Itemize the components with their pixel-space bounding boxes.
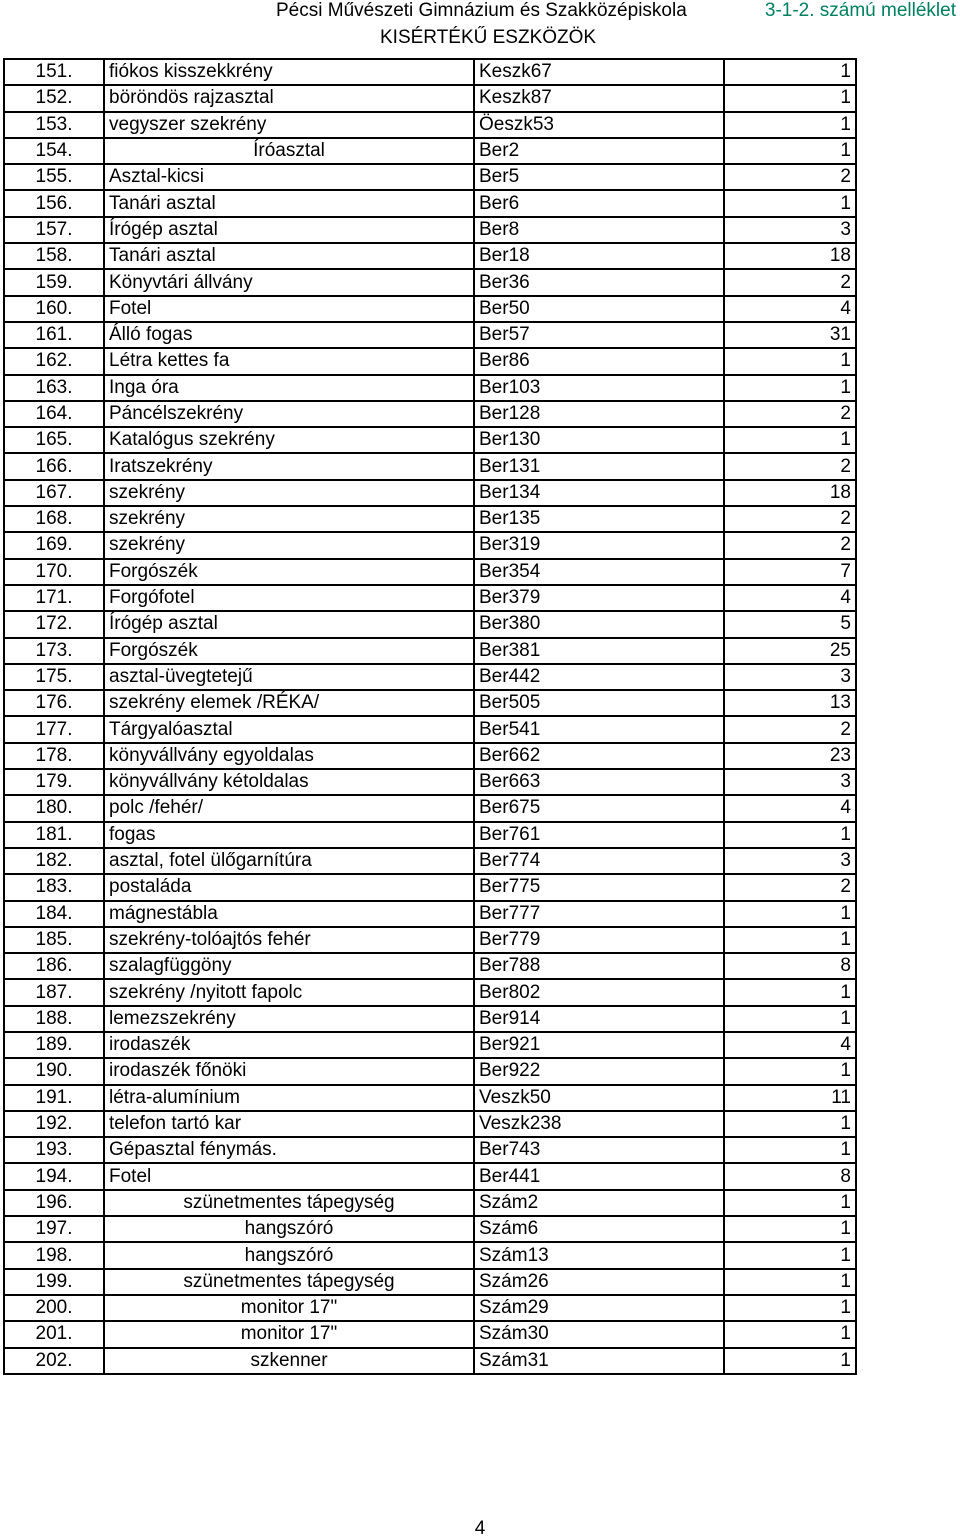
table-row bbox=[4, 848, 856, 874]
item-name: hangszóró bbox=[104, 1216, 474, 1242]
inventory-code: Ber18 bbox=[474, 243, 724, 269]
inventory-code: Szám29 bbox=[474, 1295, 724, 1321]
row-number: 178. bbox=[4, 743, 104, 769]
row-number: 156. bbox=[4, 190, 104, 216]
table-row bbox=[4, 1111, 856, 1137]
item-quantity: 8 bbox=[724, 1163, 856, 1189]
row-number: 169. bbox=[4, 532, 104, 558]
table-row bbox=[4, 59, 856, 85]
table-row bbox=[4, 427, 856, 453]
row-number: 185. bbox=[4, 927, 104, 953]
item-quantity: 1 bbox=[724, 348, 856, 374]
inventory-code: Keszk67 bbox=[474, 59, 724, 85]
table-row bbox=[4, 1058, 856, 1084]
item-name: irodaszék bbox=[104, 1032, 474, 1058]
item-quantity: 1 bbox=[724, 822, 856, 848]
item-name: szalagfüggöny bbox=[104, 953, 474, 979]
inventory-code: Szám31 bbox=[474, 1348, 724, 1374]
table-row bbox=[4, 901, 856, 927]
row-number: 181. bbox=[4, 822, 104, 848]
item-quantity: 1 bbox=[724, 1321, 856, 1347]
inventory-code: Ber922 bbox=[474, 1058, 724, 1084]
item-name: Inga óra bbox=[104, 375, 474, 401]
inventory-table-body bbox=[4, 59, 856, 1374]
row-number: 155. bbox=[4, 164, 104, 190]
item-quantity: 3 bbox=[724, 664, 856, 690]
item-name: Létra kettes fa bbox=[104, 348, 474, 374]
item-name: mágnestábla bbox=[104, 901, 474, 927]
item-quantity: 7 bbox=[724, 559, 856, 585]
row-number: 165. bbox=[4, 427, 104, 453]
table-row bbox=[4, 401, 856, 427]
item-name: szünetmentes tápegység bbox=[104, 1190, 474, 1216]
row-number: 179. bbox=[4, 769, 104, 795]
item-name: monitor 17" bbox=[104, 1295, 474, 1321]
table-row bbox=[4, 190, 856, 216]
table-row bbox=[4, 1321, 856, 1347]
table-row bbox=[4, 795, 856, 821]
inventory-code: Ber8 bbox=[474, 217, 724, 243]
table-row bbox=[4, 322, 856, 348]
item-name: Tanári asztal bbox=[104, 243, 474, 269]
inventory-code: Ber675 bbox=[474, 795, 724, 821]
inventory-code: Ber2 bbox=[474, 138, 724, 164]
item-quantity: 2 bbox=[724, 506, 856, 532]
school-name: Pécsi Művészeti Gimnázium és Szakközépiskola bbox=[276, 0, 687, 21]
row-number: 175. bbox=[4, 664, 104, 690]
item-name: Fotel bbox=[104, 1163, 474, 1189]
item-name: Asztal-kicsi bbox=[104, 164, 474, 190]
item-name: Álló fogas bbox=[104, 322, 474, 348]
inventory-code: Ber442 bbox=[474, 664, 724, 690]
item-name: asztal-üvegtetejű bbox=[104, 664, 474, 690]
inventory-code: Ber802 bbox=[474, 979, 724, 1005]
table-row bbox=[4, 85, 856, 111]
item-quantity: 2 bbox=[724, 164, 856, 190]
row-number: 170. bbox=[4, 559, 104, 585]
item-name: fogas bbox=[104, 822, 474, 848]
item-quantity: 1 bbox=[724, 927, 856, 953]
table-row bbox=[4, 822, 856, 848]
inventory-code: Ber663 bbox=[474, 769, 724, 795]
table-row bbox=[4, 559, 856, 585]
item-quantity: 1 bbox=[724, 190, 856, 216]
item-quantity: 1 bbox=[724, 427, 856, 453]
table-row bbox=[4, 927, 856, 953]
row-number: 159. bbox=[4, 269, 104, 295]
row-number: 164. bbox=[4, 401, 104, 427]
item-name: fiókos kisszekkrény bbox=[104, 59, 474, 85]
inventory-code: Ber541 bbox=[474, 716, 724, 742]
table-row bbox=[4, 611, 856, 637]
table-row bbox=[4, 269, 856, 295]
inventory-code: Ber130 bbox=[474, 427, 724, 453]
item-name: telefon tartó kar bbox=[104, 1111, 474, 1137]
inventory-code: Ber788 bbox=[474, 953, 724, 979]
row-number: 157. bbox=[4, 217, 104, 243]
item-name: szekrény bbox=[104, 532, 474, 558]
row-number: 161. bbox=[4, 322, 104, 348]
item-quantity: 1 bbox=[724, 1216, 856, 1242]
table-row bbox=[4, 1190, 856, 1216]
inventory-code: Ber36 bbox=[474, 269, 724, 295]
item-name: szekrény-tolóajtós fehér bbox=[104, 927, 474, 953]
item-name: szekrény /nyitott fapolc bbox=[104, 979, 474, 1005]
document-subtitle: KISÉRTÉKŰ ESZKÖZÖK bbox=[380, 27, 597, 48]
row-number: 158. bbox=[4, 243, 104, 269]
row-number: 163. bbox=[4, 375, 104, 401]
inventory-code: Szám13 bbox=[474, 1242, 724, 1268]
item-quantity: 1 bbox=[724, 375, 856, 401]
row-number: 176. bbox=[4, 690, 104, 716]
inventory-code: Szám26 bbox=[474, 1269, 724, 1295]
inventory-table bbox=[3, 58, 857, 1375]
item-name: monitor 17" bbox=[104, 1321, 474, 1347]
table-row bbox=[4, 1137, 856, 1163]
item-quantity: 3 bbox=[724, 848, 856, 874]
item-quantity: 11 bbox=[724, 1085, 856, 1111]
inventory-code: Szám2 bbox=[474, 1190, 724, 1216]
item-name: létra-alumínium bbox=[104, 1085, 474, 1111]
item-quantity: 2 bbox=[724, 716, 856, 742]
row-number: 189. bbox=[4, 1032, 104, 1058]
item-quantity: 13 bbox=[724, 690, 856, 716]
item-quantity: 4 bbox=[724, 585, 856, 611]
inventory-code: Ber135 bbox=[474, 506, 724, 532]
inventory-code: Ber441 bbox=[474, 1163, 724, 1189]
item-name: Gépasztal fénymás. bbox=[104, 1137, 474, 1163]
inventory-code: Szám6 bbox=[474, 1216, 724, 1242]
inventory-code: Ber380 bbox=[474, 611, 724, 637]
item-quantity: 18 bbox=[724, 243, 856, 269]
item-name: szekrény elemek /RÉKA/ bbox=[104, 690, 474, 716]
inventory-code: Ber743 bbox=[474, 1137, 724, 1163]
row-number: 160. bbox=[4, 296, 104, 322]
item-name: Íróasztal bbox=[104, 138, 474, 164]
item-name: szekrény bbox=[104, 506, 474, 532]
item-quantity: 1 bbox=[724, 112, 856, 138]
table-row bbox=[4, 164, 856, 190]
item-name: Forgófotel bbox=[104, 585, 474, 611]
item-name: lemezszekrény bbox=[104, 1006, 474, 1032]
item-name: könyvállvány kétoldalas bbox=[104, 769, 474, 795]
item-name: Páncélszekrény bbox=[104, 401, 474, 427]
item-quantity: 1 bbox=[724, 1348, 856, 1374]
inventory-code: Ber761 bbox=[474, 822, 724, 848]
table-row bbox=[4, 1348, 856, 1374]
item-quantity: 18 bbox=[724, 480, 856, 506]
item-quantity: 2 bbox=[724, 269, 856, 295]
table-row bbox=[4, 532, 856, 558]
inventory-code: Ber774 bbox=[474, 848, 724, 874]
item-name: postaláda bbox=[104, 874, 474, 900]
row-number: 198. bbox=[4, 1242, 104, 1268]
item-quantity: 8 bbox=[724, 953, 856, 979]
inventory-code: Ber57 bbox=[474, 322, 724, 348]
item-name: hangszóró bbox=[104, 1242, 474, 1268]
inventory-code: Ber354 bbox=[474, 559, 724, 585]
row-number: 171. bbox=[4, 585, 104, 611]
inventory-code: Szám30 bbox=[474, 1321, 724, 1347]
item-quantity: 1 bbox=[724, 1295, 856, 1321]
inventory-code: Ber505 bbox=[474, 690, 724, 716]
table-row bbox=[4, 1269, 856, 1295]
item-name: vegyszer szekrény bbox=[104, 112, 474, 138]
table-row bbox=[4, 296, 856, 322]
table-row bbox=[4, 506, 856, 532]
item-quantity: 4 bbox=[724, 1032, 856, 1058]
item-name: könyvállvány egyoldalas bbox=[104, 743, 474, 769]
item-quantity: 4 bbox=[724, 296, 856, 322]
item-name: Írógép asztal bbox=[104, 217, 474, 243]
inventory-code: Ber103 bbox=[474, 375, 724, 401]
inventory-code: Veszk238 bbox=[474, 1111, 724, 1137]
row-number: 166. bbox=[4, 453, 104, 479]
table-row bbox=[4, 664, 856, 690]
page-number: 4 bbox=[474, 1518, 486, 1539]
inventory-code: Ber921 bbox=[474, 1032, 724, 1058]
inventory-code: Ber379 bbox=[474, 585, 724, 611]
item-quantity: 3 bbox=[724, 769, 856, 795]
table-row bbox=[4, 217, 856, 243]
row-number: 180. bbox=[4, 795, 104, 821]
table-row bbox=[4, 453, 856, 479]
table-row bbox=[4, 1006, 856, 1032]
item-name: böröndös rajzasztal bbox=[104, 85, 474, 111]
table-row bbox=[4, 348, 856, 374]
item-name: Könyvtári állvány bbox=[104, 269, 474, 295]
inventory-code: Ber128 bbox=[474, 401, 724, 427]
row-number: 202. bbox=[4, 1348, 104, 1374]
row-number: 172. bbox=[4, 611, 104, 637]
row-number: 162. bbox=[4, 348, 104, 374]
item-quantity: 31 bbox=[724, 322, 856, 348]
inventory-code: Ber777 bbox=[474, 901, 724, 927]
item-quantity: 1 bbox=[724, 1190, 856, 1216]
item-quantity: 1 bbox=[724, 59, 856, 85]
inventory-code: Öeszk53 bbox=[474, 112, 724, 138]
table-row bbox=[4, 769, 856, 795]
item-quantity: 2 bbox=[724, 453, 856, 479]
item-name: Fotel bbox=[104, 296, 474, 322]
row-number: 188. bbox=[4, 1006, 104, 1032]
item-quantity: 2 bbox=[724, 401, 856, 427]
row-number: 191. bbox=[4, 1085, 104, 1111]
row-number: 199. bbox=[4, 1269, 104, 1295]
row-number: 184. bbox=[4, 901, 104, 927]
item-name: Forgószék bbox=[104, 638, 474, 664]
inventory-code: Ber5 bbox=[474, 164, 724, 190]
row-number: 168. bbox=[4, 506, 104, 532]
table-row bbox=[4, 716, 856, 742]
row-number: 201. bbox=[4, 1321, 104, 1347]
annex-label: 3-1-2. számú melléklet bbox=[764, 0, 956, 21]
table-row bbox=[4, 138, 856, 164]
table-row bbox=[4, 1295, 856, 1321]
item-quantity: 1 bbox=[724, 901, 856, 927]
item-name: asztal, fotel ülőgarnítúra bbox=[104, 848, 474, 874]
row-number: 187. bbox=[4, 979, 104, 1005]
table-row bbox=[4, 690, 856, 716]
table-row bbox=[4, 1242, 856, 1268]
inventory-code: Veszk50 bbox=[474, 1085, 724, 1111]
inventory-code: Ber914 bbox=[474, 1006, 724, 1032]
item-name: polc /fehér/ bbox=[104, 795, 474, 821]
item-quantity: 3 bbox=[724, 217, 856, 243]
table-row bbox=[4, 1032, 856, 1058]
table-row bbox=[4, 743, 856, 769]
table-row bbox=[4, 979, 856, 1005]
item-quantity: 1 bbox=[724, 1137, 856, 1163]
item-name: szkenner bbox=[104, 1348, 474, 1374]
row-number: 193. bbox=[4, 1137, 104, 1163]
item-quantity: 2 bbox=[724, 532, 856, 558]
item-name: Forgószék bbox=[104, 559, 474, 585]
row-number: 177. bbox=[4, 716, 104, 742]
row-number: 200. bbox=[4, 1295, 104, 1321]
table-row bbox=[4, 1085, 856, 1111]
inventory-code: Keszk87 bbox=[474, 85, 724, 111]
item-quantity: 25 bbox=[724, 638, 856, 664]
item-quantity: 2 bbox=[724, 874, 856, 900]
table-row bbox=[4, 953, 856, 979]
row-number: 152. bbox=[4, 85, 104, 111]
table-row bbox=[4, 243, 856, 269]
row-number: 190. bbox=[4, 1058, 104, 1084]
inventory-code: Ber662 bbox=[474, 743, 724, 769]
item-name: szekrény bbox=[104, 480, 474, 506]
inventory-code: Ber775 bbox=[474, 874, 724, 900]
inventory-code: Ber86 bbox=[474, 348, 724, 374]
item-name: Tárgyalóasztal bbox=[104, 716, 474, 742]
inventory-code: Ber6 bbox=[474, 190, 724, 216]
table-row bbox=[4, 375, 856, 401]
table-row bbox=[4, 1163, 856, 1189]
item-name: Katalógus szekrény bbox=[104, 427, 474, 453]
table-row bbox=[4, 585, 856, 611]
row-number: 151. bbox=[4, 59, 104, 85]
item-quantity: 1 bbox=[724, 1242, 856, 1268]
inventory-code: Ber779 bbox=[474, 927, 724, 953]
table-row bbox=[4, 1216, 856, 1242]
item-quantity: 1 bbox=[724, 1269, 856, 1295]
item-quantity: 1 bbox=[724, 138, 856, 164]
item-name: Tanári asztal bbox=[104, 190, 474, 216]
item-quantity: 1 bbox=[724, 85, 856, 111]
item-name: szünetmentes tápegység bbox=[104, 1269, 474, 1295]
inventory-code: Ber50 bbox=[474, 296, 724, 322]
row-number: 196. bbox=[4, 1190, 104, 1216]
item-quantity: 1 bbox=[724, 1006, 856, 1032]
table-row bbox=[4, 480, 856, 506]
row-number: 186. bbox=[4, 953, 104, 979]
item-quantity: 1 bbox=[724, 1111, 856, 1137]
row-number: 173. bbox=[4, 638, 104, 664]
row-number: 192. bbox=[4, 1111, 104, 1137]
table-row bbox=[4, 638, 856, 664]
item-quantity: 1 bbox=[724, 1058, 856, 1084]
row-number: 154. bbox=[4, 138, 104, 164]
item-quantity: 1 bbox=[724, 979, 856, 1005]
item-name: irodaszék főnöki bbox=[104, 1058, 474, 1084]
row-number: 182. bbox=[4, 848, 104, 874]
table-row bbox=[4, 874, 856, 900]
item-name: Írógép asztal bbox=[104, 611, 474, 637]
inventory-code: Ber319 bbox=[474, 532, 724, 558]
item-quantity: 5 bbox=[724, 611, 856, 637]
item-name: Iratszekrény bbox=[104, 453, 474, 479]
row-number: 183. bbox=[4, 874, 104, 900]
inventory-code: Ber134 bbox=[474, 480, 724, 506]
row-number: 153. bbox=[4, 112, 104, 138]
inventory-code: Ber131 bbox=[474, 453, 724, 479]
item-quantity: 4 bbox=[724, 795, 856, 821]
row-number: 167. bbox=[4, 480, 104, 506]
row-number: 194. bbox=[4, 1163, 104, 1189]
row-number: 197. bbox=[4, 1216, 104, 1242]
item-quantity: 23 bbox=[724, 743, 856, 769]
inventory-code: Ber381 bbox=[474, 638, 724, 664]
table-row bbox=[4, 112, 856, 138]
